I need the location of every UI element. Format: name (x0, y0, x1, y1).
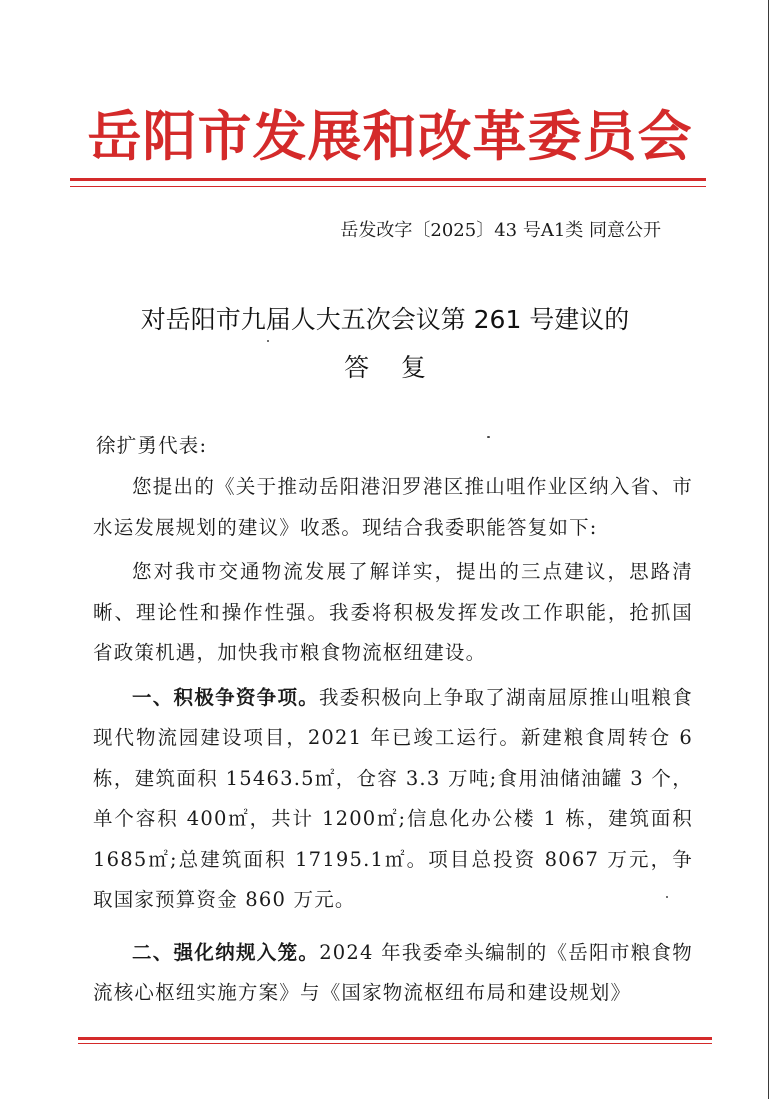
paragraph-4-text: 2024 年我委牵头编制的《岳阳市粮食物流核心枢纽实施方案》与《国家物流枢纽布局和建设规划》 (93, 940, 693, 1004)
paragraph-4-heading: 二、强化纳规入笼。 (132, 940, 320, 964)
scan-speck (487, 436, 490, 438)
paragraph-3-heading: 一、积极争资争项。 (132, 685, 320, 709)
document-number: 岳发改字〔2025〕43 号A1类 同意公开 (340, 220, 661, 241)
footer-red-rule (78, 1037, 712, 1040)
body-content (93, 467, 693, 1014)
footer-red-rule-thin (78, 1043, 712, 1044)
issuing-organization-header: 岳阳市发展和改革委员会 (87, 104, 693, 168)
paragraph-4 (93, 933, 693, 1014)
document-title-line-2: 答 复 (344, 353, 426, 382)
document-title (60, 296, 710, 392)
paragraph-3 (93, 678, 693, 921)
header-red-rule (70, 178, 706, 181)
scan-speck (267, 340, 269, 342)
salutation: 徐扩勇代表: (96, 434, 208, 457)
scan-edge-line-right (768, 0, 769, 1099)
scan-speck (666, 896, 668, 898)
paragraph-3-text: 我委积极向上争取了湖南屈原推山咀粮食现代物流园建设项目，2021 年已竣工运行。新建粮食周转仓 6 栋，建筑面积 15463.5㎡，仓容 3.3 万吨;食用油储油罐 3 个，单个容积 400㎡，共计 1200㎡;信息化办公楼 1 栋，建筑面积 1685㎡;总建筑面积 17195.1㎡。项目总投资 8067 万元，争取国家预算资金 860 万元。 (93, 685, 693, 911)
header-red-rule-thin (70, 186, 706, 187)
paragraph-2: 您对我市交通物流发展了解详实，提出的三点建议，思路清晰、理论性和操作性强。我委将积极发挥发改工作职能，抢抓国省政策机遇，加快我市粮食物流枢纽建设。 (93, 560, 693, 664)
paragraph-1: 您提出的《关于推动岳阳港汨罗港区推山咀作业区纳入省、市水运发展规划的建议》收悉。现结合我委职能答复如下: (93, 475, 693, 539)
document-title-line-1: 对岳阳市九届人大五次会议第 261 号建议的 (140, 305, 630, 334)
